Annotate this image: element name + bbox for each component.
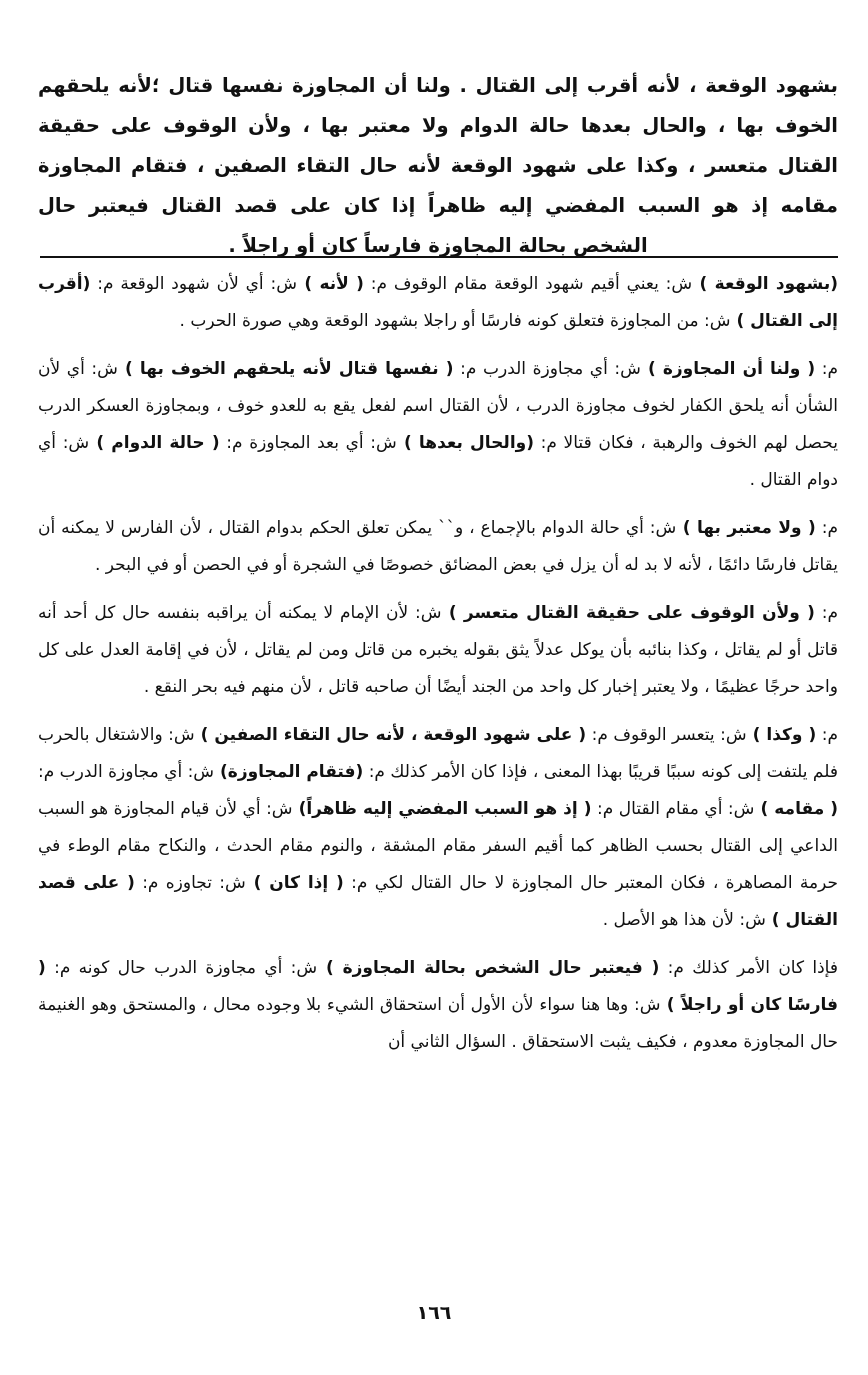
quoted-matn: ( إذا كان ) <box>245 873 344 893</box>
explanation-text: ش: أي مجاوزة الدرب حال كونه م: <box>45 958 318 978</box>
explanation-text: ش: أي حالة الدوام بالإجماع ، و`` يمكن تعلق الحكم بدوام القتال ، لأن الفارس لا يمكنه أن يقاتل فارسًا دائمًا ، لأنه لا بد له أن يزل في بعض المضائق خصوصًا في الشجرة أو في الحصن أو في البحر . <box>38 518 838 575</box>
quoted-matn: ( فيعتبر حال الشخص بحالة المجاوزة ) <box>317 958 660 978</box>
quoted-matn: ( على قصد القتال ) <box>38 873 838 930</box>
commentary-paragraph <box>38 717 838 939</box>
commentary-section <box>38 266 838 1072</box>
quoted-matn: ( وكذا ) <box>746 725 817 745</box>
quoted-matn: (فتقام المجاوزة) <box>214 762 364 782</box>
explanation-text: ش: وها هنا سواء لأن الأول أن استحقاق الشيء بلا وجوده محال ، والمستحق وهو الغنيمة حال المجاوزة معدوم ، فكيف يثبت الاستحقاق . السؤال الثاني أن <box>38 995 838 1052</box>
commentary-paragraph <box>38 351 838 499</box>
explanation-text: م: <box>814 603 838 623</box>
explanation-text: ش: من المجاوزة فتعلق كونه فارسًا أو راجلا بشهود الوقعة وهي صورة الحرب . <box>179 311 731 331</box>
quoted-matn: ( لأنه ) <box>296 274 364 294</box>
quoted-matn: ( على شهود الوقعة ، لأنه حال التقاء الصفين ) <box>194 725 587 745</box>
explanation-text: ش: تجاوزه م: <box>134 873 246 893</box>
explanation-text: ش: لأن الإمام لا يمكنه أن يراقبه بنفسه حال كل أحد أنه قاتل أو لم يقاتل ، وكذا بنائبه بأن يوكل عدلاً يثق بقوله يخبره من قاتل ومن لم يقاتل ، لأن في إقامة العدل على كل واحد حرجًا عظيمًا ، ولا يعتبر إخبار كل واحد من الجند أيضًا أن صاحبه قاتل ، لأن منهم فيه بحر النقع . <box>38 603 838 697</box>
quoted-matn: ( حالة الدوام ) <box>89 433 220 453</box>
explanation-text: فإذا كان الأمر كذلك م: <box>659 958 838 978</box>
commentary-paragraph <box>38 595 838 706</box>
explanation-text: ش: أي لأن قيام المجاوزة هو السبب الداعي إلى القتال بحسب الظاهر كما أقيم السفر مقام المشقة ، والنوم مقام الحدث ، والنكاح مقام الوطء في حرمة المصاهرة ، فكان المعتبر حال المجاوزة لا حال القتال لكي م: <box>38 799 839 893</box>
main-text: بشهود الوقعة ، لأنه أقرب إلى القتال . ولنا أن المجاوزة نفسها قتال ؛لأنه يلحقهم الخوف بها ، والحال بعدها حالة الدوام ولا معتبر بها ، ولأن الوقوف على حقيقة القتال متعسر ، وكذا على شهود الوقعة لأنه حال التقاء الصفين ، فتقام المجاوزة مقامه إذ هو السبب المفضي إليه ظاهراً إذا كان على قصد القتال فيعتبر حال الشخص بحالة المجاوزة فارساً كان أو راجلاً . <box>38 74 838 257</box>
quoted-matn: (والحال بعدها ) <box>396 433 534 453</box>
separator-line <box>40 256 838 258</box>
explanation-text: ش: أي بعد المجاوزة م: <box>219 433 397 453</box>
quoted-matn: ( ولنا أن المجاوزة ) <box>640 359 816 379</box>
quoted-matn: ( ولا معتبر بها ) <box>676 518 816 538</box>
explanation-text: م: <box>815 518 838 538</box>
explanation-text: ش: أي مقام القتال م: <box>591 799 755 819</box>
explanation-text: ش: يتعسر الوقوف م: <box>586 725 747 745</box>
explanation-text: ش: أي لأن شهود الوقعة م: <box>90 274 297 294</box>
quoted-matn: (بشهود الوقعة ) <box>692 274 838 294</box>
explanation-text: ش: أي دوام القتال . <box>38 433 838 490</box>
quoted-matn: ( إذ هو السبب المفضي إليه ظاهراً) <box>292 799 592 819</box>
explanation-text: ش: يعني أقيم شهود الوقعة مقام الوقوف م: <box>363 274 693 294</box>
explanation-text: ش: أي مجاوزة الدرب م: <box>38 762 215 782</box>
commentary-paragraph <box>38 266 838 340</box>
explanation-text: ش: أي مجاوزة الدرب م: <box>453 359 641 379</box>
quoted-matn: ( ولأن الوقوف على حقيقة القتال متعسر ) <box>441 603 815 623</box>
explanation-text: ش: والاشتغال بالحرب فلم يلتفت إلى كونه سببًا قريبًا بهذا المعنى ، فإذا كان الأمر كذلك م: <box>38 725 838 782</box>
quoted-matn: ( مقامه ) <box>754 799 839 819</box>
commentary-paragraph <box>38 950 838 1061</box>
explanation-text: م: <box>816 725 838 745</box>
quoted-matn: ( نفسها قتال لأنه يلحقهم الخوف بها ) <box>117 359 454 379</box>
explanation-text: ش: أي لأن الشأن أنه يلحق الكفار لخوف مجاوزة الدرب ، لأن القتال اسم لفعل يقع به للعدو خوف ، وبمجاوزة العسكر الدرب يحصل لهم الخوف والرهبة ، فكان قتالا م: <box>38 359 838 453</box>
quoted-matn: (أقرب إلى القتال ) <box>38 274 838 331</box>
commentary-paragraph <box>38 510 838 584</box>
quoted-matn: ( فارسًا كان أو راجلاً ) <box>38 958 838 1015</box>
explanation-text: ش: لأن هذا هو الأصل . <box>602 910 766 930</box>
explanation-text: م: <box>815 359 839 379</box>
page-number: ١٦٦ <box>416 1302 452 1324</box>
